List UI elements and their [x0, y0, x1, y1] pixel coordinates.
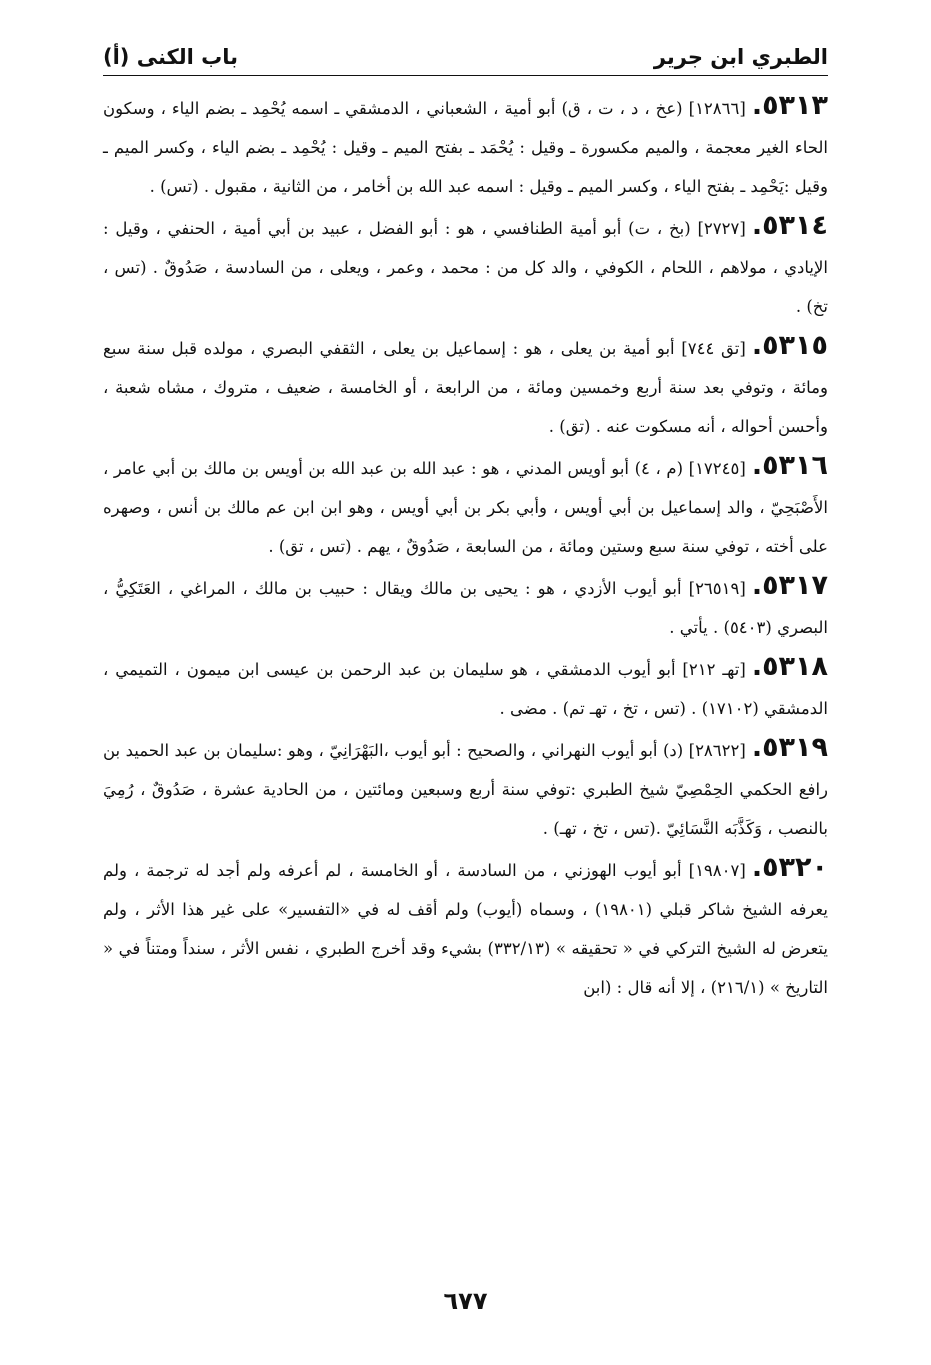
entry-5313 — [103, 86, 828, 206]
entry-text: [تهـ ٢١٢] أبو أيوب الدمشقي ، هو سليمان بن عبد الرحمن بن عيسى ابن ميمون ، التميمي ، الدمشقي (١٧١٠٢) . (تس ، تخ ، تهـ تم) . مضى . — [103, 660, 828, 718]
entry-text: [١٩٨٠٧] أبو أيوب الهوزني ، من السادسة ، أو الخامسة ، لم أعرفه ولم أجد له ترجمة ، ولم يعرفه الشيخ شاكر قبلي (١٩٨٠١) ، وسماه (أيوب) ولم أقف له في «التفسير» على غير هذا الأثر ، ولم يتعرض له الشيخ التركي في « تحقيقه » (٣٣٢/١٣) بشيء وقد أخرج الطبري ، نفس الأثر ، سنداً ومتناً في « التاريخ » (٢١٦/١) ، إلا أنه قال : (ابن — [103, 861, 828, 997]
entry-5320 — [103, 848, 828, 1007]
entry-number: ٥٣١٦. — [751, 450, 828, 481]
entry-number: ٥٣٢٠. — [751, 852, 828, 883]
entry-5314 — [103, 206, 828, 326]
entry-5318 — [103, 647, 828, 728]
entry-5315 — [103, 326, 828, 446]
entry-number: ٥٣١٧. — [751, 570, 828, 601]
entry-number: ٥٣١٩. — [751, 732, 828, 763]
header-book-title: الطبري ابن جرير — [653, 45, 828, 69]
entry-text: [٢٦٥١٩] أبو أيوب الأزدي ، هو : يحيى بن مالك ويقال : حبيب بن مالك ، المراغي ، العَتَكِيُّ ، البصري (٥٤٠٣) . يأتي . — [103, 579, 828, 637]
entry-number: ٥٣١٤. — [751, 210, 828, 241]
entry-text: [١٧٢٤٥] (م ، ٤) أبو أويس المدني ، هو : عبد الله بن عبد الله بن أويس بن مالك بن أبي عامر ، الأَصْبَحِيّ ، والد إسماعيل بن أبي أويس ، وأبي بكر بن أبي أويس ، وهو ابن ابن عم مالك بن أنس ، وصهره على أخته ، توفي سنة سبع وستين ومائة ، من السابعة ، صَدُوقٌ ، يهم . (تس ، تق) . — [103, 459, 828, 556]
entry-number: ٥٣١٨. — [751, 651, 828, 682]
entry-text: [٢٨٦٢٢] (د) أبو أيوب النهراني ، والصحيح : أبو أيوب ،البَهْرَانِيّ ، وهو :سليمان بن عبد الحميد بن رافع الحكمي الحِمْصِيّ شيخ الطبري :توفي سنة أربع وسبعين ومائتين ، من الحادية عشرة ، صَدُوقٌ ، رُمِيَ بالنصب ، وَكَذَّبَه النَّسَائِيّ .(تس ، تخ ، تهـ) . — [103, 741, 828, 838]
entry-text: [تق ٧٤٤] أبو أمية بن يعلى ، هو : إسماعيل بن يعلى ، الثقفي البصري ، مولده قبل سنة سبع ومائة ، وتوفي بعد سنة أربع وخمسين ومائة ، من الرابعة ، أو الخامسة ، ضعيف ، متروك ، مشاه شعبة ، وأحسن أحواله ، أنه مسكوت عنه . (تق) . — [103, 339, 828, 436]
page-header — [103, 26, 828, 76]
header-chapter-title: باب الكنى (أ) — [103, 45, 239, 69]
entry-text: [٢٧٢٧] (بخ ، ت) أبو أمية الطنافسي ، هو : أبو الفضل ، عبيد بن أبي أمية ، الحنفي ، وقيل : الإيادي ، مولاهم ، اللحام ، الكوفي ، والد كل من : محمد ، وعمر ، ويعلى ، من السادسة ، صَدُوقٌ . (تس ، تخ) . — [103, 219, 828, 316]
entry-5317 — [103, 566, 828, 647]
entry-5319 — [103, 728, 828, 848]
entries-body — [103, 86, 828, 1007]
page-number: ٦٧٧ — [443, 1287, 488, 1315]
entry-number: ٥٣١٣. — [751, 90, 828, 121]
entry-5316 — [103, 446, 828, 566]
entry-text: [١٢٨٦٦] (عخ ، د ، ت ، ق) أبو أمية ، الشعباني ، الدمشقي ـ اسمه يُحْمِد ـ بضم الياء ، وسكون الحاء الغير معجمة ، والميم مكسورة ـ وقيل : يُحْمَد ـ بفتح الميم ـ وقيل : يُحْمِد ـ بضم الياء ، وكسر الميم ـ وقيل :يَحْمِد ـ بفتح الياء ، وكسر الميم ـ وقيل : اسمه عبد الله بن أخامر ، من الثانية ، مقبول . (تس) . — [103, 99, 828, 196]
entry-number: ٥٣١٥. — [751, 330, 828, 361]
